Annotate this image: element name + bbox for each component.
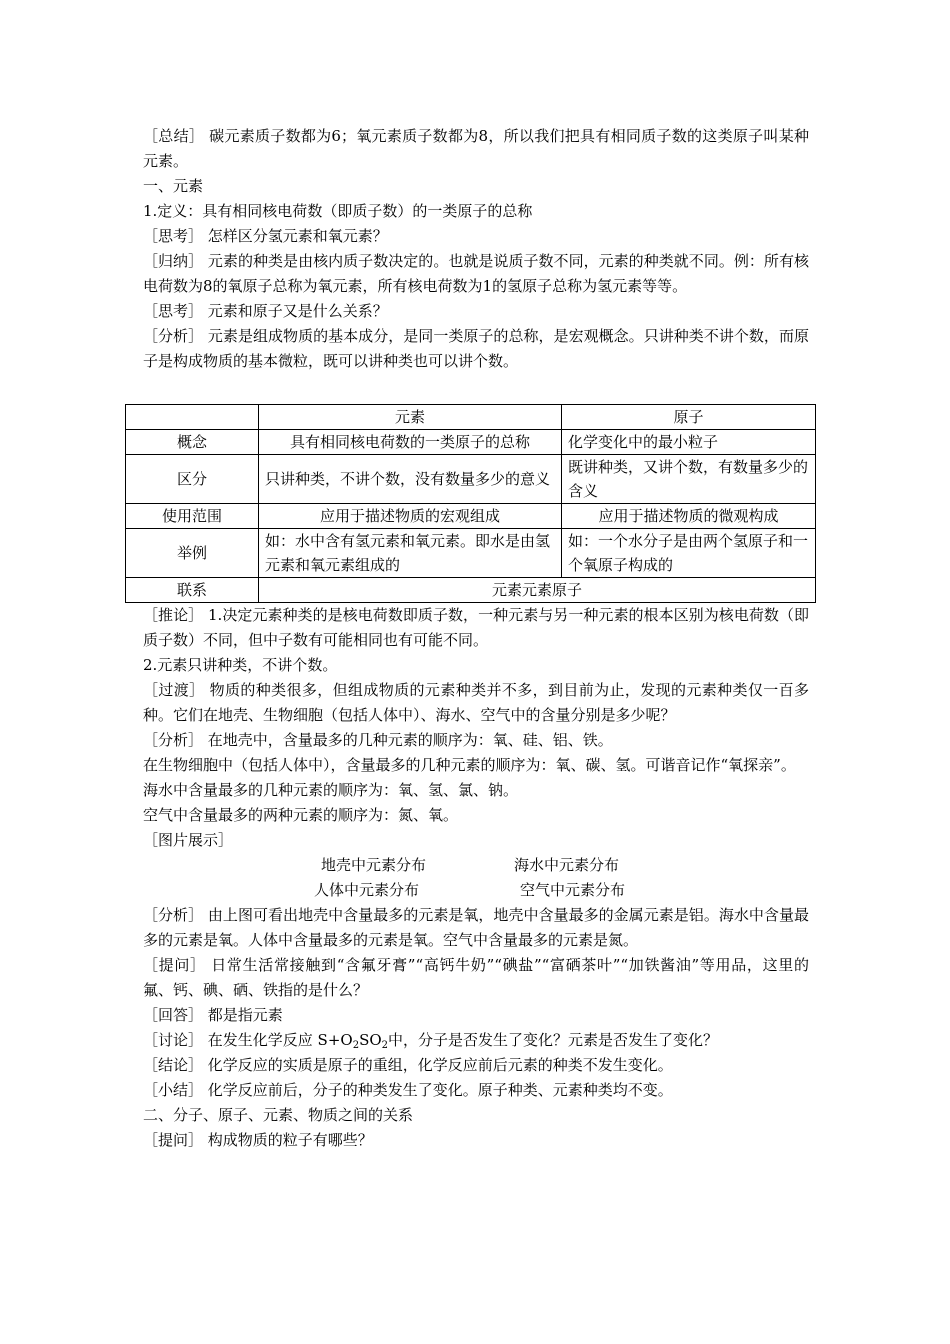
answer-paragraph: ［回答］ 都是指元素: [143, 1006, 283, 1024]
table-row: [126, 430, 816, 455]
think-paragraph-2: ［思考］ 元素和原子又是什么关系？: [143, 302, 388, 320]
table-row-label: 举例: [126, 529, 259, 578]
document-page: [143, 124, 809, 1153]
table-row: [126, 504, 816, 529]
table-cell: 如：一个水分子是由两个氢原子和一个氧原子构成的: [562, 529, 816, 578]
table-header-cell: 原子: [562, 405, 816, 430]
section-heading-relation: 二、分子、原子、元素、物质之间的关系: [143, 1106, 414, 1124]
table-header-cell: 元素: [259, 405, 562, 430]
summary-paragraph: ［总结］ 碳元素质子数都为6；氧元素质子数都为8，所以我们把具有相同质子数的这类原子叫某种元素。: [143, 127, 809, 170]
image-show-label: ［图片展示］: [143, 831, 234, 849]
figure-caption: 空气中元素分布: [520, 881, 626, 899]
inference-paragraph: ［推论］ 1.决定元素种类的是核电荷数即质子数，一种元素与另一种元素的根本区别为核电荷数（即质子数）不同，但中子数有可能相同也有可能不同。: [143, 606, 809, 649]
think-paragraph: ［思考］ 怎样区分氢元素和氧元素？: [143, 227, 388, 245]
analysis-air-paragraph: 空气中含量最多的两种元素的顺序为：氮、氧。: [143, 806, 459, 824]
table-header-row: [126, 405, 816, 430]
table-cell: 应用于描述物质的微观构成: [562, 504, 816, 529]
question-paragraph: ［提问］ 日常生活常接触到“含氟牙膏”“高钙牛奶”“碘盐”“富硒茶叶”“加铁酱油”等用品，这里的氟、钙、碘、硒、铁指的是什么？: [143, 956, 809, 999]
figure-caption-row: [143, 878, 809, 903]
table-row-label: 概念: [126, 430, 259, 455]
question-particles-paragraph: ［提问］ 构成物质的粒子有哪些？: [143, 1131, 373, 1149]
figure-caption: 人体中元素分布: [314, 881, 420, 899]
discussion-paragraph: ［讨论］ 在发生化学反应 $S+O_2SO_2$中，分子是否发生了变化？元素是否发生了变化？: [143, 1031, 719, 1051]
analysis-sea-paragraph: 海水中含量最多的几种元素的顺序为：氧、氢、氯、钠。: [143, 781, 519, 799]
analysis-cell-paragraph: 在生物细胞中（包括人体中），含量最多的几种元素的顺序为：氧、碳、氢。可谐音记作“氧探亲”。: [143, 756, 796, 774]
table-row-label: 联系: [126, 578, 259, 603]
table-cell: 化学变化中的最小粒子: [562, 430, 816, 455]
conclusion-paragraph: ［结论］ 化学反应的实质是原子的重组，化学反应前后元素的种类不发生变化。: [143, 1056, 673, 1074]
definition-paragraph: 1.定义：具有相同核电荷数（即质子数）的一类原子的总称: [143, 202, 533, 220]
analysis-figure-paragraph: ［分析］ 由上图可看出地壳中含量最多的元素是氧，地壳中含量最多的金属元素是铝。海水中含量最多的元素是氧。人体中含量最多的元素是氧。空气中含量最多的元素是氮。: [143, 906, 809, 949]
table-row-label: 区分: [126, 455, 259, 504]
figure-caption: 海水中元素分布: [514, 856, 620, 874]
section-heading-element: 一、元素: [143, 177, 204, 195]
table-cell: 具有相同核电荷数的一类原子的总称: [259, 430, 562, 455]
table-header-cell: [126, 405, 259, 430]
table-cell: 元素元素原子: [259, 578, 816, 603]
table-cell: 如：水中含有氢元素和氧元素。即水是由氢元素和氧元素组成的: [259, 529, 562, 578]
summary-paragraph-2: ［小结］ 化学反应前后，分子的种类发生了变化。原子种类、元素种类均不变。: [143, 1081, 673, 1099]
induction-paragraph: ［归纳］ 元素的种类是由核内质子数决定的。也就是说质子数不同，元素的种类就不同。例：所有核电荷数为8的氧原子总称为氧元素，所有核电荷数为1的氢原子总称为氢元素等等。: [143, 252, 809, 295]
table-row: [126, 578, 816, 603]
table-cell: 既讲种类，又讲个数，有数量多少的含义: [562, 455, 816, 504]
figure-caption: 地壳中元素分布: [321, 856, 427, 874]
figure-caption-row: [143, 853, 809, 878]
table-row: [126, 455, 816, 504]
table-row: [126, 529, 816, 578]
analysis-crust-paragraph: ［分析］ 在地壳中，含量最多的几种元素的顺序为：氧、硅、铝、铁。: [143, 731, 613, 749]
inference-paragraph-2: 2.元素只讲种类，不讲个数。: [143, 656, 338, 674]
table-row-label: 使用范围: [126, 504, 259, 529]
comparison-table: [125, 404, 816, 603]
table-cell: 应用于描述物质的宏观组成: [259, 504, 562, 529]
transition-paragraph: ［过渡］ 物质的种类很多，但组成物质的元素种类并不多，到目前为止，发现的元素种类仅一百多种。它们在地壳、生物细胞（包括人体中）、海水、空气中的含量分别是多少呢？: [143, 681, 809, 724]
table-cell: 只讲种类，不讲个数，没有数量多少的意义: [259, 455, 562, 504]
analysis-paragraph: ［分析］ 元素是组成物质的基本成分，是同一类原子的总称，是宏观概念。只讲种类不讲个数，而原子是构成物质的基本微粒，既可以讲种类也可以讲个数。: [143, 327, 809, 370]
